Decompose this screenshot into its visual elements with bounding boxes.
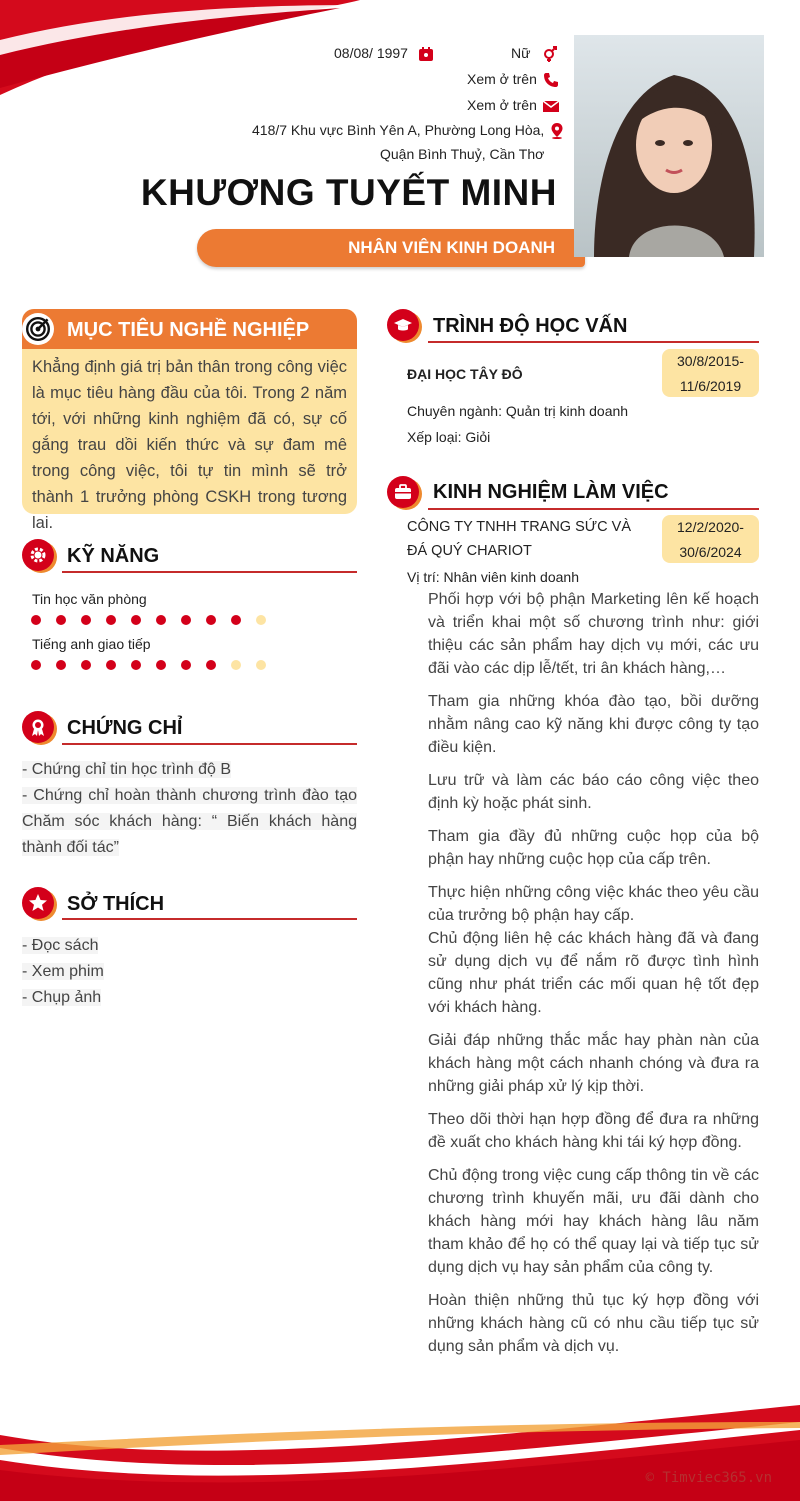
gear-icon xyxy=(22,539,54,571)
hobby-item: - Chụp ảnh xyxy=(22,989,102,1006)
skill-rating xyxy=(31,660,266,670)
objective-text: Khẳng định giá trị bản thân trong công việc là mục tiêu hàng đầu của tôi. Trong 2 năm tới, với những kinh nghiệm đã có, sự cố gắng trau dồi kiến thức và sự đam mê trong công việc, tôi tự tin mình sẽ trở thành 1 trưởng phòng CSKH trong tương lai. xyxy=(32,358,347,532)
skill-dot-filled xyxy=(206,615,216,625)
gender-icon xyxy=(542,46,558,62)
skill-dot-empty xyxy=(256,615,266,625)
hobbies-divider xyxy=(62,918,357,920)
skill-rating xyxy=(31,615,266,625)
duty-item: Thực hiện những công việc khác theo yêu cầu của trưởng bộ phận hay cấp. xyxy=(428,884,759,924)
duty-item: Tham gia những khóa đào tạo, bồi dưỡng nhằm nâng cao kỹ năng khi được công ty tạo điều kiện. xyxy=(428,693,759,756)
duty-item: Chủ động trong việc cung cấp thông tin về các chương trình khuyến mãi, ưu đãi dành cho khách hàng mới hay khách hàng lâu năm tham khảo để họ có thể quay lại và tiếp tục sử dụng dịch vụ hay sản phẩm của công ty. xyxy=(428,1167,759,1276)
email-row xyxy=(467,97,559,114)
duty-item: Hoàn thiện những thủ tục ký hợp đồng với những khách hàng cũ có nhu cầu tiếp tục sử dụng sản phẩm và dịch vụ. xyxy=(428,1292,759,1355)
experience-date-start: 12/2/2020- xyxy=(677,519,744,535)
hobbies-list xyxy=(22,933,357,1011)
skill-label: Tiếng anh giao tiếp xyxy=(32,636,151,652)
education-divider xyxy=(428,341,759,343)
email-icon xyxy=(543,98,559,114)
portrait-avatar xyxy=(574,35,764,257)
position-title: NHÂN VIÊN KINH DOANH xyxy=(348,238,555,257)
hobby-item: - Đọc sách xyxy=(22,937,99,954)
certificates-divider xyxy=(62,743,357,745)
experience-role: Vị trí: Nhân viên kinh doanh xyxy=(407,569,579,585)
profile-photo xyxy=(574,35,764,257)
skill-dot-filled xyxy=(131,615,141,625)
skill-dot-filled xyxy=(81,615,91,625)
duty-item: Chủ động liên hệ các khách hàng đã và đang sử dụng dịch vụ để nắm rõ được tình hình cũng như phát triển các mối quan hệ tốt đẹp với khách hàng. xyxy=(428,930,759,1016)
position-banner xyxy=(197,229,585,267)
certificate-item: - Chứng chỉ hoàn thành chương trình đào tạo Chăm sóc khách hàng: “ Biến khách hàng thành đối tác” xyxy=(22,787,357,856)
objective-header xyxy=(22,309,357,349)
graduation-cap-icon xyxy=(387,309,419,341)
skill-dot-filled xyxy=(56,660,66,670)
company-name-line2: ĐÁ QUÝ CHARIOT xyxy=(407,543,532,559)
certificate-item: - Chứng chỉ tin học trình độ B xyxy=(22,761,232,778)
hobby-item: - Xem phim xyxy=(22,963,104,980)
skills-title: KỸ NĂNG xyxy=(67,545,160,567)
skill-dot-filled xyxy=(131,660,141,670)
duty-item: Lưu trữ và làm các báo cáo công việc theo định kỳ hoặc phát sinh. xyxy=(428,772,759,812)
experience-dates xyxy=(662,515,759,563)
education-major: Chuyên ngành: Quản trị kinh doanh xyxy=(407,403,629,419)
education-date-start: 30/8/2015- xyxy=(677,353,744,369)
skill-label: Tin học văn phòng xyxy=(32,591,147,607)
certificates-title: CHỨNG CHỈ xyxy=(67,717,183,739)
experience-title: KINH NGHIỆM LÀM VIỆC xyxy=(433,481,669,503)
phone-icon xyxy=(543,72,559,88)
target-icon xyxy=(22,313,54,345)
skill-dot-empty xyxy=(256,660,266,670)
company-name-line1: CÔNG TY TNHH TRANG SỨC VÀ xyxy=(407,519,632,535)
education-grade: Xếp loại: Giỏi xyxy=(407,429,491,445)
phone-value: Xem ở trên xyxy=(467,71,537,87)
objective-section xyxy=(22,309,357,532)
address-line2: Quận Bình Thuỷ, Cần Thơ xyxy=(380,146,545,162)
duty-item: Giải đáp những thắc mắc hay phàn nàn của khách hàng một cách nhanh chóng và đưa ra những giải pháp xử lý kịp thời. xyxy=(428,1032,759,1095)
star-icon xyxy=(22,887,54,919)
skill-dot-filled xyxy=(106,615,116,625)
gender-row xyxy=(511,45,558,62)
skill-dot-filled xyxy=(156,660,166,670)
skill-dot-filled xyxy=(156,615,166,625)
duty-item: Phối hợp với bộ phận Marketing lên kế hoạch và triển khai một số chương trình như: giới thiệu các sản phẩm hay dịch vụ mới, các ưu đãi vào các dịp lễ/tết, tri ân khách hàng,… xyxy=(428,591,759,677)
briefcase-icon xyxy=(387,476,419,508)
hobbies-title: SỞ THÍCH xyxy=(67,893,165,915)
skill-dot-filled xyxy=(31,615,41,625)
dob-row xyxy=(334,45,434,62)
skill-dot-filled xyxy=(31,660,41,670)
duties-list xyxy=(428,588,759,1368)
email-value: Xem ở trên xyxy=(467,97,537,113)
objective-title: MỤC TIÊU NGHỀ NGHIỆP xyxy=(67,319,310,341)
skill-dot-filled xyxy=(231,615,241,625)
education-date-end: 11/6/2019 xyxy=(679,378,742,394)
location-icon xyxy=(549,123,565,139)
experience-date-end: 30/6/2024 xyxy=(679,544,742,560)
certificate-icon xyxy=(22,711,54,743)
skill-dot-filled xyxy=(181,660,191,670)
education-title: TRÌNH ĐỘ HỌC VẤN xyxy=(433,315,628,337)
experience-divider xyxy=(428,508,759,510)
dob-value: 08/08/ 1997 xyxy=(334,45,408,61)
address-line1: 418/7 Khu vực Bình Yên A, Phường Long Hòa, xyxy=(252,122,545,138)
skill-dot-empty xyxy=(231,660,241,670)
duty-item: Theo dõi thời hạn hợp đồng để đưa ra những đề xuất cho khách hàng khi tái ký hợp đồng. xyxy=(428,1111,759,1151)
skill-dot-filled xyxy=(106,660,116,670)
gender-value: Nữ xyxy=(511,45,531,61)
skill-dot-filled xyxy=(181,615,191,625)
skills-divider xyxy=(62,571,357,573)
skill-dot-filled xyxy=(206,660,216,670)
watermark: © Timviec365.vn xyxy=(645,1470,772,1486)
candidate-name: KHƯƠNG TUYẾT MINH xyxy=(140,172,557,213)
phone-row xyxy=(467,71,559,88)
address-row xyxy=(252,122,565,139)
school-name: ĐẠI HỌC TÂY ĐÔ xyxy=(407,366,523,382)
calendar-icon xyxy=(418,46,434,62)
duty-item: Tham gia đầy đủ những cuộc họp của bộ phận hay những cuộc họp của cấp trên. xyxy=(428,828,759,868)
skill-dot-filled xyxy=(56,615,66,625)
skill-dot-filled xyxy=(81,660,91,670)
top-wave-decoration xyxy=(0,0,380,95)
education-dates xyxy=(662,349,759,397)
certificates-list xyxy=(22,757,357,861)
